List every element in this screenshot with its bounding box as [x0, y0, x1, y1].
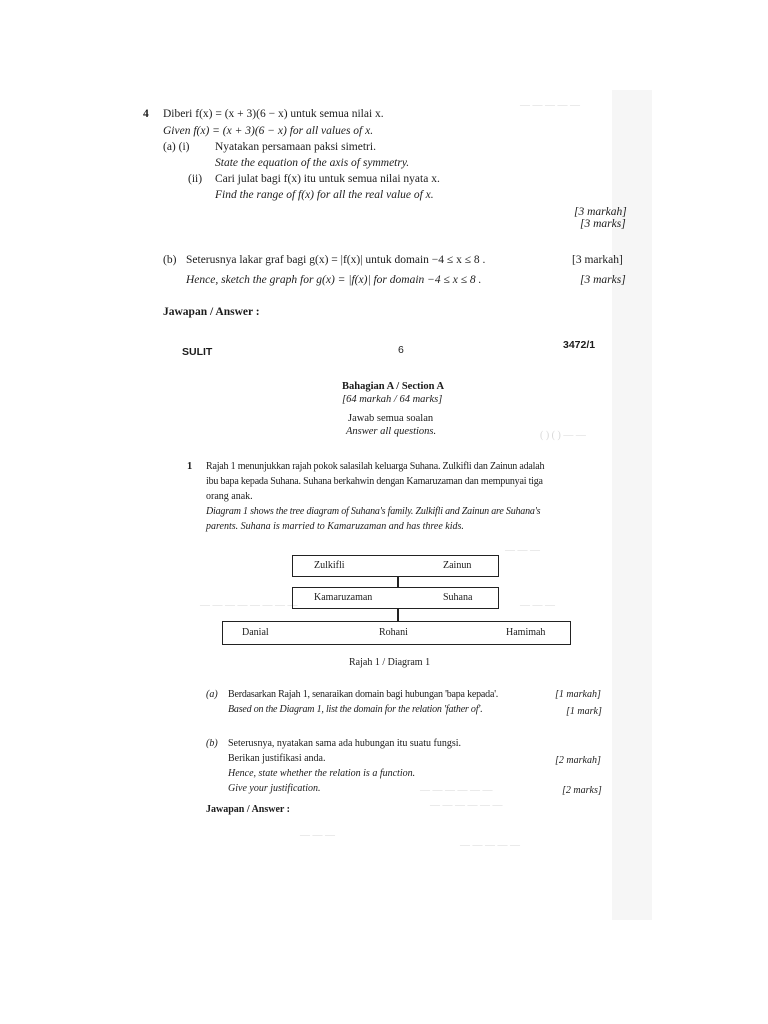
- question-text-english: Diagram 1 shows the tree diagram of Suhana's family. Zulkifli and Zainun are Suhana's: [206, 506, 541, 517]
- marks-english: [1 mark]: [566, 706, 602, 717]
- bleed-through-mark: ( ) ( ) — —: [540, 430, 586, 441]
- person-name-suhana: Suhana: [443, 592, 473, 603]
- marks-malay: [2 markah]: [555, 755, 601, 766]
- part-text-malay: Seterusnya, nyatakan sama ada hubungan itu suatu fungsi.: [228, 738, 461, 749]
- marks-malay: [1 markah]: [555, 689, 601, 700]
- bleed-through-mark: — — — — — —: [430, 800, 503, 811]
- part-text-english: Hence, sketch the graph for g(x) = |f(x)| for domain −4 ≤ x ≤ 8 .: [186, 274, 482, 286]
- part-text-malay: Berikan justifikasi anda.: [228, 753, 326, 764]
- part-text-english: Hence, state whether the relation is a function.: [228, 768, 416, 779]
- part-text-english: State the equation of the axis of symmetry.: [215, 157, 410, 169]
- bleed-through-mark: — — —: [505, 545, 540, 556]
- question-given-english: Given f(x) = (x + 3)(6 − x) for all values of x.: [163, 125, 374, 137]
- header-sulit: SULIT: [182, 346, 213, 358]
- bleed-through-mark: — — — — — — — —: [200, 600, 298, 611]
- marks-english: [3 marks]: [580, 218, 626, 230]
- person-name-kamaruzaman: Kamaruzaman: [314, 592, 373, 603]
- header-page-number: 6: [398, 344, 404, 356]
- bleed-through-mark: — — — — — —: [420, 785, 493, 796]
- part-text-english: Find the range of f(x) for all the real value of x.: [215, 189, 434, 201]
- part-text-malay: Seterusnya lakar graf bagi g(x) = |f(x)| untuk domain −4 ≤ x ≤ 8 .: [186, 254, 486, 266]
- bleed-through-mark: — — —: [300, 830, 335, 841]
- parent-name-zainun: Zainun: [443, 560, 472, 571]
- child-name-rohani: Rohani: [379, 627, 408, 638]
- part-label: (b): [163, 254, 177, 266]
- marks-malay: [3 markah]: [572, 254, 623, 266]
- marks-english: [3 marks]: [580, 274, 626, 286]
- part-label: (a) (i): [163, 141, 190, 153]
- marks-malay: [3 markah]: [574, 206, 627, 218]
- question-number: 4: [143, 108, 149, 120]
- part-label: (a): [206, 689, 218, 700]
- diagram-caption: Rajah 1 / Diagram 1: [349, 657, 431, 668]
- parent-name-zulkifli: Zulkifli: [314, 560, 345, 571]
- parents-box: [292, 555, 499, 577]
- answer-label: Jawapan / Answer :: [163, 306, 260, 318]
- part-text-malay: Nyatakan persamaan paksi simetri.: [215, 141, 376, 153]
- part-text-malay: Cari julat bagi f(x) itu untuk semua nilai nyata x.: [215, 173, 440, 185]
- question-text-english: parents. Suhana is married to Kamaruzaman and has three kids.: [206, 521, 464, 532]
- part-label: (b): [206, 738, 218, 749]
- question-text-malay: orang anak.: [206, 491, 253, 502]
- marks-english: [2 marks]: [562, 785, 602, 796]
- header-paper-code: 3472/1: [563, 339, 596, 351]
- part-label: (ii): [188, 173, 203, 185]
- question-text-malay: Rajah 1 menunjukkan rajah pokok salasilah keluarga Suhana. Zulkifli dan Zainun adalah: [206, 461, 545, 472]
- section-title: Bahagian A / Section A: [342, 381, 445, 392]
- part-text-malay: Berdasarkan Rajah 1, senaraikan domain bagi hubungan 'bapa kepada'.: [228, 689, 499, 700]
- part-text-english: Give your justification.: [228, 783, 321, 794]
- bleed-through-mark: — — — — —: [460, 840, 520, 851]
- section-instruction-malay: Jawab semua soalan: [348, 413, 434, 424]
- question-given-malay: Diberi f(x) = (x + 3)(6 − x) untuk semua nilai x.: [163, 108, 384, 120]
- question-number: 1: [187, 461, 193, 472]
- part-text-english: Based on the Diagram 1, list the domain for the relation 'father of'.: [228, 704, 483, 715]
- couple-box: [292, 587, 499, 609]
- section-instruction-english: Answer all questions.: [346, 426, 437, 437]
- section-marks: [64 markah / 64 marks]: [342, 394, 443, 405]
- bleed-through-mark: — — — — —: [520, 100, 580, 111]
- child-name-danial: Danial: [242, 627, 269, 638]
- child-name-hamimah: Hamimah: [506, 627, 546, 638]
- children-box: [222, 621, 571, 645]
- answer-label: Jawapan / Answer :: [206, 804, 290, 815]
- bleed-through-mark: — — —: [520, 600, 555, 611]
- question-text-malay: ibu bapa kepada Suhana. Suhana berkahwin dengan Kamaruzaman dan mempunyai tiga: [206, 476, 543, 487]
